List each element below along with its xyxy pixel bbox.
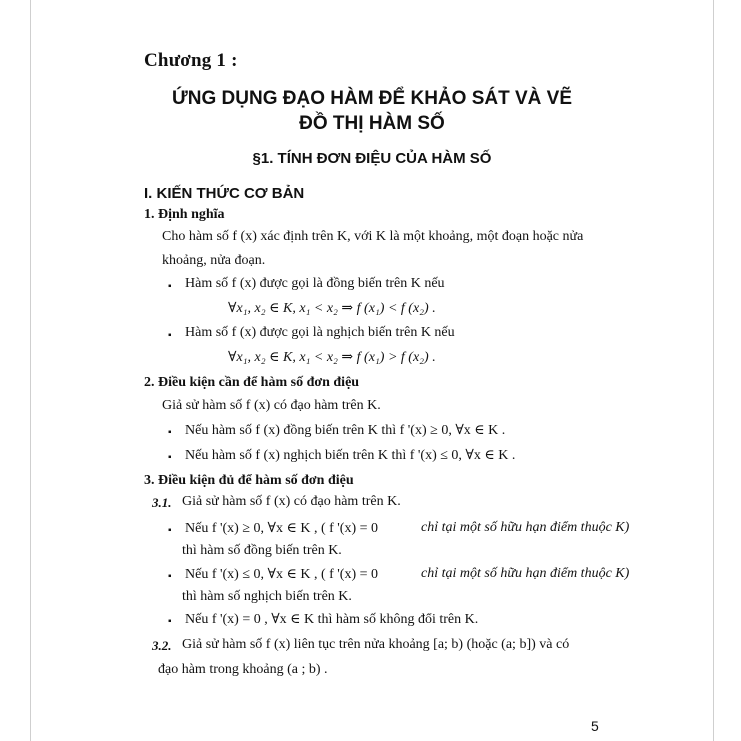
increasing-formula: ∀x₁, x₂ ∈ K, x₁ < x₂ ⇒ f (x₁) < f (x₂) . [228, 301, 436, 316]
decreasing-definition: Hàm số f (x) được gọi là nghịch biến trên K nếu [185, 325, 455, 340]
half-interval-condition-line1: Giả sử hàm số f (x) liên tục trên nửa khoảng [a; b) (hoặc (a; b]) và có [182, 637, 570, 652]
sufficient-increasing-conclusion: thì hàm số đồng biến trên K. [182, 543, 342, 558]
constant-function-condition: Nếu f '(x) = 0 , ∀x ∈ K thì hàm số không đổi trên K. [185, 612, 479, 627]
sufficient-increasing-note: chỉ tại một số hữu hạn điểm thuộc K) [421, 520, 630, 535]
bullet-icon: ▪ [168, 616, 172, 627]
item-label-3-2: 3.2. [152, 638, 172, 653]
sufficient-increasing-condition: Nếu f '(x) ≥ 0, ∀x ∈ K , ( f '(x) = 0 [185, 521, 379, 536]
document-page [30, 0, 714, 741]
sufficient-condition-intro: Giả sử hàm số f (x) có đạo hàm trên K. [182, 494, 401, 509]
definition-text-line1: Cho hàm số f (x) xác định trên K, với K là một khoảng, một đoạn hoặc nửa [162, 229, 584, 244]
half-interval-condition-line2: đạo hàm trong khoảng (a ; b) . [158, 662, 328, 677]
bullet-icon: ▪ [168, 330, 172, 341]
page-number: 5 [591, 718, 599, 734]
sufficient-decreasing-conclusion: thì hàm số nghịch biến trên K. [182, 589, 352, 604]
definition-text-line2: khoảng, nửa đoạn. [162, 253, 266, 268]
sufficient-decreasing-condition: Nếu f '(x) ≤ 0, ∀x ∈ K , ( f '(x) = 0 [185, 567, 379, 582]
necessary-condition-increasing: Nếu hàm số f (x) đồng biến trên K thì f '(x) ≥ 0, ∀x ∈ K . [185, 423, 506, 438]
necessary-condition-intro: Giả sử hàm số f (x) có đạo hàm trên K. [162, 398, 381, 413]
bullet-icon: ▪ [168, 452, 172, 463]
part-heading: I. KIẾN THỨC CƠ BẢN [144, 185, 305, 202]
subsection-heading-2: 2. Điều kiện cần để hàm số đơn điệu [144, 375, 360, 390]
bullet-icon: ▪ [168, 525, 172, 536]
sufficient-decreasing-note: chỉ tại một số hữu hạn điểm thuộc K) [421, 566, 630, 581]
section-heading: §1. TÍNH ĐƠN ĐIỆU CỦA HÀM SỐ [252, 150, 492, 167]
decreasing-formula: ∀x₁, x₂ ∈ K, x₁ < x₂ ⇒ f (x₁) > f (x₂) . [228, 350, 436, 365]
bullet-icon: ▪ [168, 571, 172, 582]
chapter-title-line1: ỨNG DỤNG ĐẠO HÀM ĐỂ KHẢO SÁT VÀ VẼ [171, 88, 572, 109]
bullet-icon: ▪ [168, 281, 172, 292]
necessary-condition-decreasing: Nếu hàm số f (x) nghịch biến trên K thì f '(x) ≤ 0, ∀x ∈ K . [185, 448, 516, 463]
subsection-heading-1: 1. Định nghĩa [144, 207, 225, 222]
increasing-definition: Hàm số f (x) được gọi là đồng biến trên K nếu [185, 276, 445, 291]
chapter-title-line2: ĐỒ THỊ HÀM SỐ [299, 113, 445, 134]
chapter-label: Chương 1 : [144, 50, 238, 71]
item-label-3-1: 3.1. [152, 495, 172, 510]
bullet-icon: ▪ [168, 427, 172, 438]
subsection-heading-3: 3. Điều kiện đủ để hàm số đơn điệu [144, 473, 354, 488]
